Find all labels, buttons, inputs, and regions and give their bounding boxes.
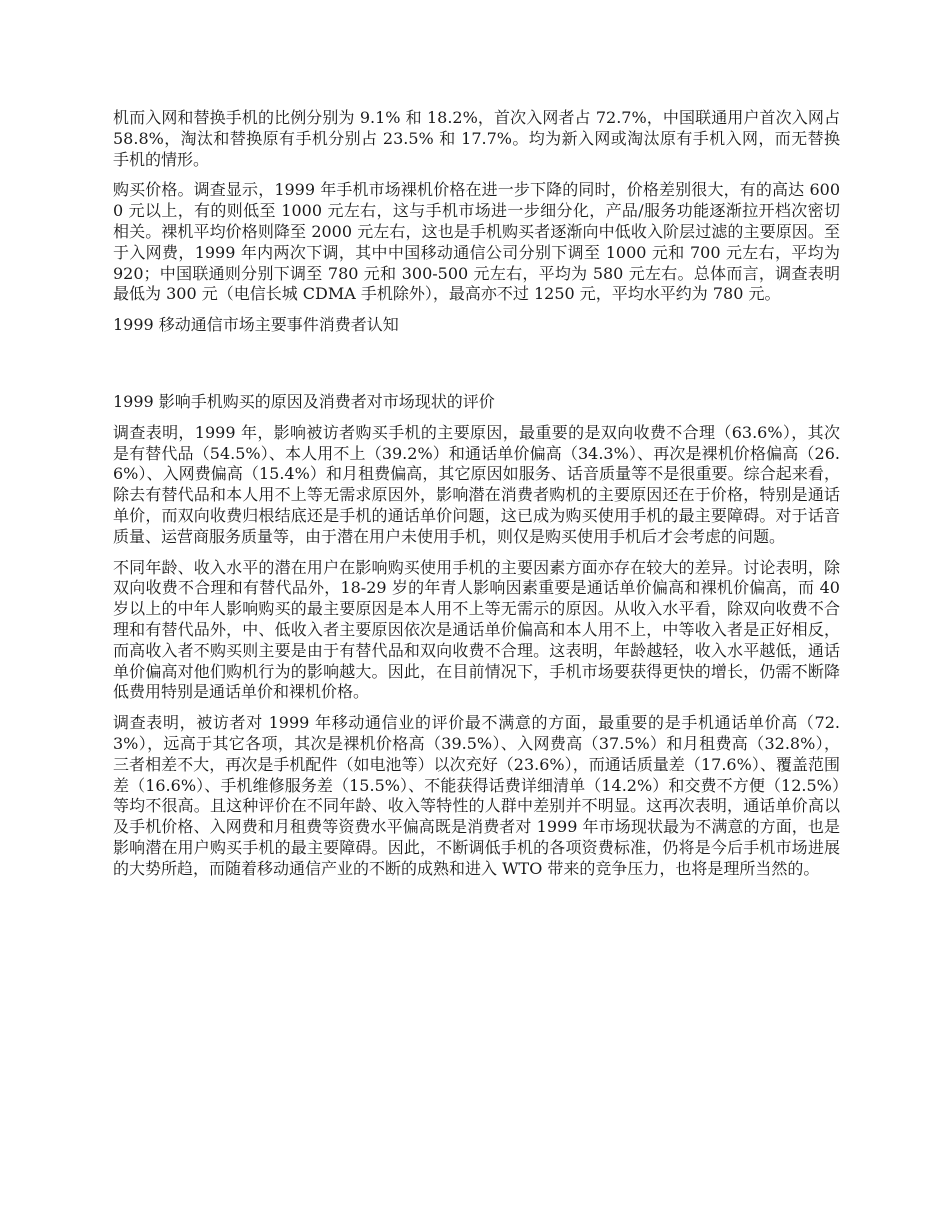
section-heading-consumer-awareness: 1999 移动通信市场主要事件消费者认知 — [113, 315, 399, 335]
blank-space — [113, 346, 840, 392]
paragraph-purchase-reasons: 调查表明，1999 年，影响被访者购买手机的主要原因，最重要的是双向收费不合理（63.6%），其次是有替代品（54.5%）、本人用不上（39.2%）和通话单价偏高（34.3%）、再次是裸机价格偏高（26.6%）、入网费偏高（15.4%）和月租费偏高，其它原因如服务、话音质量等不是很重要。综合起来看，除去有替代品和本人用不上等无需求原因外，影响潜在消费者购机的主要原因还在于价格，特别是通话单价，而双向收费归根结底还是手机的通话单价问题，这已成为购买使用手机的最主要障碍。对于话音质量、运营商服务质量等，由于潜在用户未使用手机，则仅是购买使用手机后才会考虑的问题。 — [113, 422, 840, 546]
document-page — [113, 108, 840, 890]
paragraph-network-entry: 机而入网和替换手机的比例分别为 9.1% 和 18.2%，首次入网者占 72.7%，中国联通用户首次入网占 58.8%，淘汰和替换原有手机分别占 23.5% 和 17.7%。均为新入网或淘汰原有手机入网，而无替换手机的情形。 — [113, 108, 840, 169]
section-heading-purchase-factors: 1999 影响手机购买的原因及消费者对市场现状的评价 — [113, 391, 495, 411]
paragraph-age-income-differences: 不同年龄、收入水平的潜在用户在影响购买使用手机的主要因素方面亦存在较大的差异。讨论表明，除双向收费不合理和有替代品外，18-29 岁的年青人影响因素重要是通话单价偏高和裸机价偏高，而 40 岁以上的中年人影响购买的最主要原因是本人用不上等无需示的原因。从收入水平看，除双向收费不合理和有替代品外，中、低收入者主要原因依次是通话单价偏高和本人用不上，中等收入者是正好相反，而高收入者不购买则主要是由于有替代品和双向收费不合理。这表明，年龄越轻，收入水平越低，通话单价偏高对他们购机行为的影响越大。因此，在目前情况下，手机市场要获得更快的增长，仍需不断降低费用特别是通话单价和裸机价格。 — [113, 557, 840, 702]
paragraph-purchase-price: 购买价格。调查显示，1999 年手机市场裸机价格在进一步下降的同时，价格差别很大，有的高达 6000 元以上，有的则低至 1000 元左右，这与手机市场进一步细分化，产品/服务功能逐渐拉开档次密切相关。裸机平均价格则降至 2000 元左右，这也是手机购买者逐渐向中低收入阶层过滤的主要原因。至于入网费，1999 年内两次下调，其中中国移动通信公司分别下调至 1000 元和 700 元左右，平均为 920；中国联通则分别下调至 780 元和 300-500 元左右，平均为 580 元左右。总体而言，调查表明最低为 300 元（电信长城 CDMA 手机除外），最高亦不过 1250 元，平均水平约为 780 元。 — [113, 180, 840, 304]
paragraph-market-evaluation: 调查表明，被访者对 1999 年移动通信业的评价最不满意的方面，最重要的是手机通话单价高（72.3%），远高于其它各项，其次是裸机价格高（39.5%）、入网费高（37.5%）和月租费高（32.8%），三者相差不大，再次是手机配件（如电池等）以次充好（23.6%），而通话质量差（17.6%）、覆盖范围差（16.6%）、手机维修服务差（15.5%）、不能获得话费详细清单（14.2%）和交费不方便（12.5%）等均不很高。且这种评价在不同年龄、收入等特性的人群中差别并不明显。这再次表明，通话单价高以及手机价格、入网费和月租费等资费水平偏高既是消费者对 1999 年市场现状最为不满意的方面，也是影响潜在用户购买手机的最主要障碍。因此，不断调低手机的各项资费标准，仍将是今后手机市场进展的大势所趋，而随着移动通信产业的不断的成熟和进入 WTO 带来的竞争压力，也将是理所当然的。 — [113, 713, 840, 878]
